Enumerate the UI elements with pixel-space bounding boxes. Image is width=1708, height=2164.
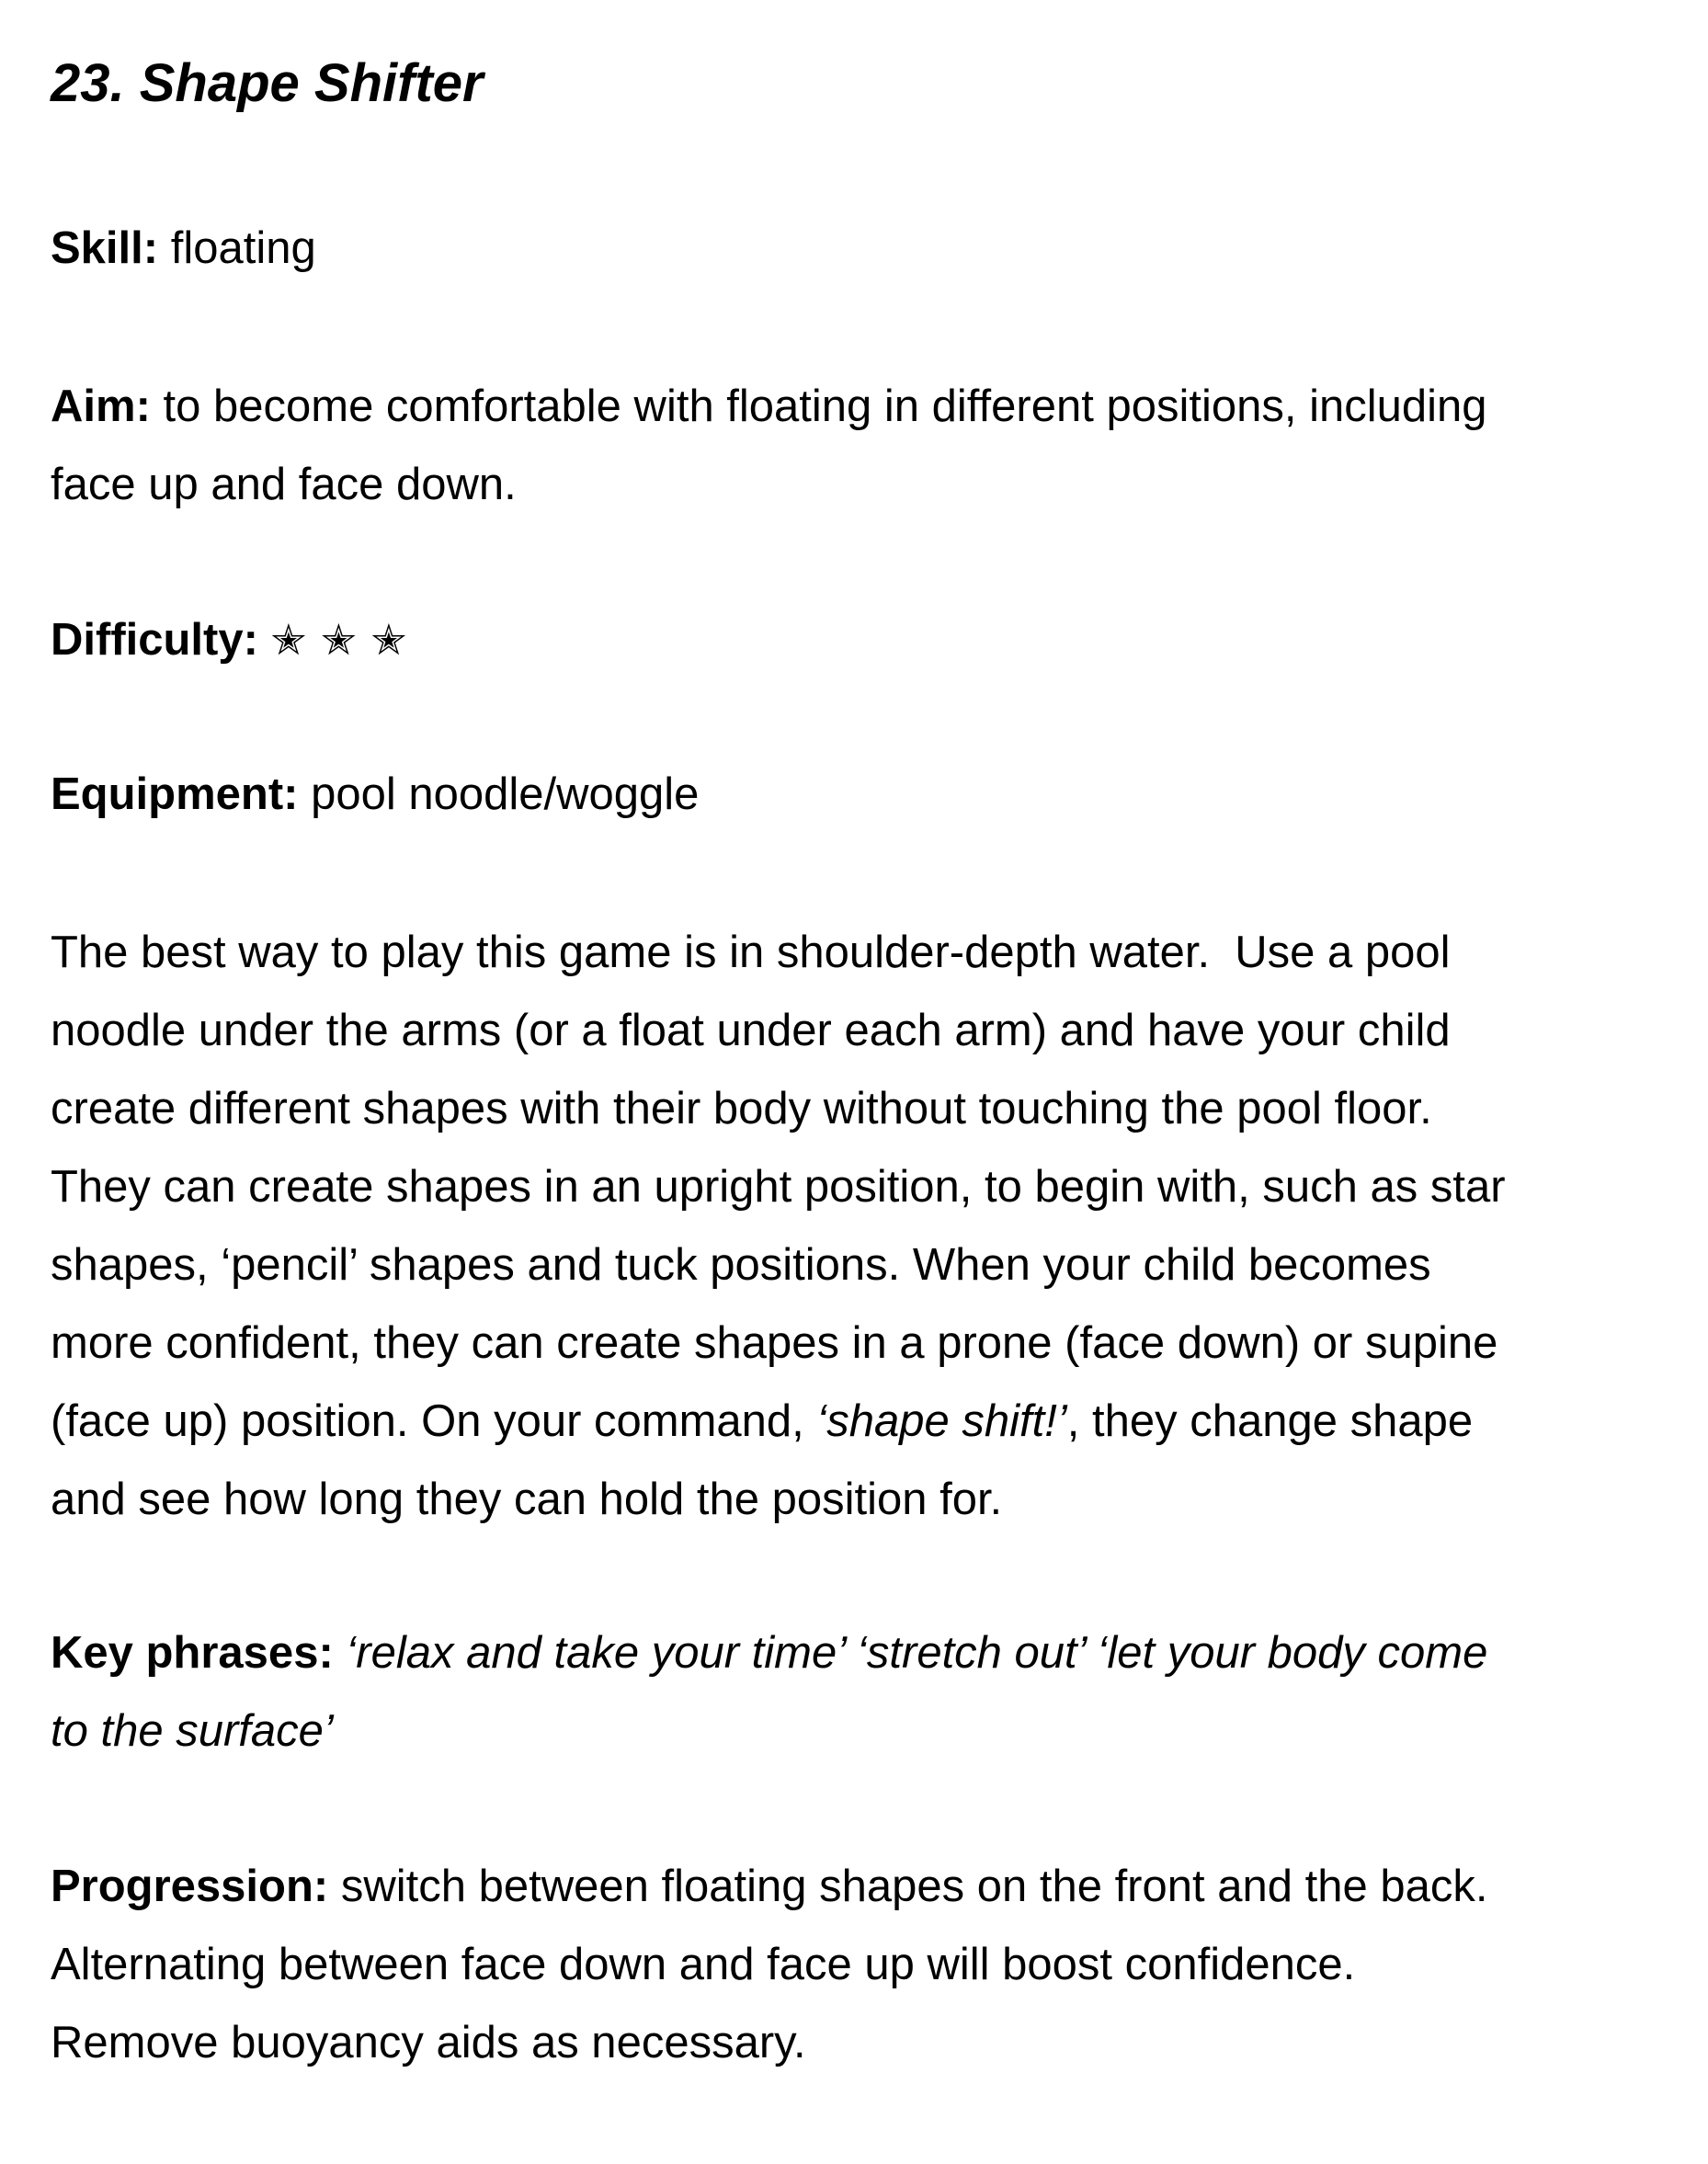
description-text: (face up) position. On your command, [51, 1396, 817, 1446]
aim-text-2: face up and face down. [51, 460, 517, 509]
aim-field [51, 368, 1668, 524]
star-icon: ✭ [370, 615, 418, 665]
skill-label: Skill: [51, 223, 159, 273]
aim-line-1 [51, 382, 1487, 431]
key-phrases-text-1: ‘relax and take your time’ ‘stretch out’ ‘let your body come [346, 1628, 1488, 1678]
description-line: and see how long they can hold the position for. [51, 1475, 1003, 1524]
description-line: more confident, they can create shapes in a prone (face down) or supine [51, 1318, 1498, 1368]
aim-text-1: to become comfortable with floating in different positions, including [163, 382, 1487, 431]
description-line [51, 1396, 1473, 1446]
progression-text-3: Remove buoyancy aids as necessary. [51, 2018, 806, 2067]
progression-line-1 [51, 1862, 1487, 1911]
equipment-value: pool noodle/woggle [311, 769, 700, 819]
description-line: noodle under the arms (or a float under each arm) and have your child [51, 1006, 1451, 1055]
key-phrases-text-2: to the surface’ [51, 1706, 334, 1756]
equipment-field [51, 756, 1668, 834]
skill-value: floating [170, 223, 316, 273]
key-phrases-line-1 [51, 1628, 1487, 1678]
page-title: 23. Shape Shifter [51, 53, 484, 113]
difficulty-field [51, 601, 1668, 679]
star-icon: ✭ [270, 615, 318, 665]
skill-field [51, 210, 1668, 288]
progression-label: Progression: [51, 1862, 329, 1911]
description-line: The best way to play this game is in shoulder-depth water. Use a pool [51, 928, 1451, 977]
equipment-label: Equipment: [51, 769, 299, 819]
key-phrases-field [51, 1614, 1668, 1771]
command-phrase: ‘shape shift!’ [816, 1396, 1067, 1446]
aim-label: Aim: [51, 382, 151, 431]
progression-text-1: switch between floating shapes on the front and the back. [340, 1862, 1488, 1911]
description-text: , they change shape [1066, 1396, 1474, 1446]
progression-text-2: Alternating between face down and face up will boost confidence. [51, 1940, 1356, 1989]
difficulty-rating [271, 601, 422, 679]
difficulty-label: Difficulty: [51, 615, 258, 665]
description-line: They can create shapes in an upright position, to begin with, such as star [51, 1162, 1506, 1212]
key-phrases-label: Key phrases: [51, 1628, 334, 1678]
progression-field [51, 1848, 1668, 2082]
description-line: shapes, ‘pencil’ shapes and tuck positions. When your child becomes [51, 1240, 1431, 1290]
star-icon: ✭ [321, 615, 368, 665]
description-paragraph [51, 914, 1668, 1539]
description-line: create different shapes with their body without touching the pool floor. [51, 1084, 1432, 1133]
